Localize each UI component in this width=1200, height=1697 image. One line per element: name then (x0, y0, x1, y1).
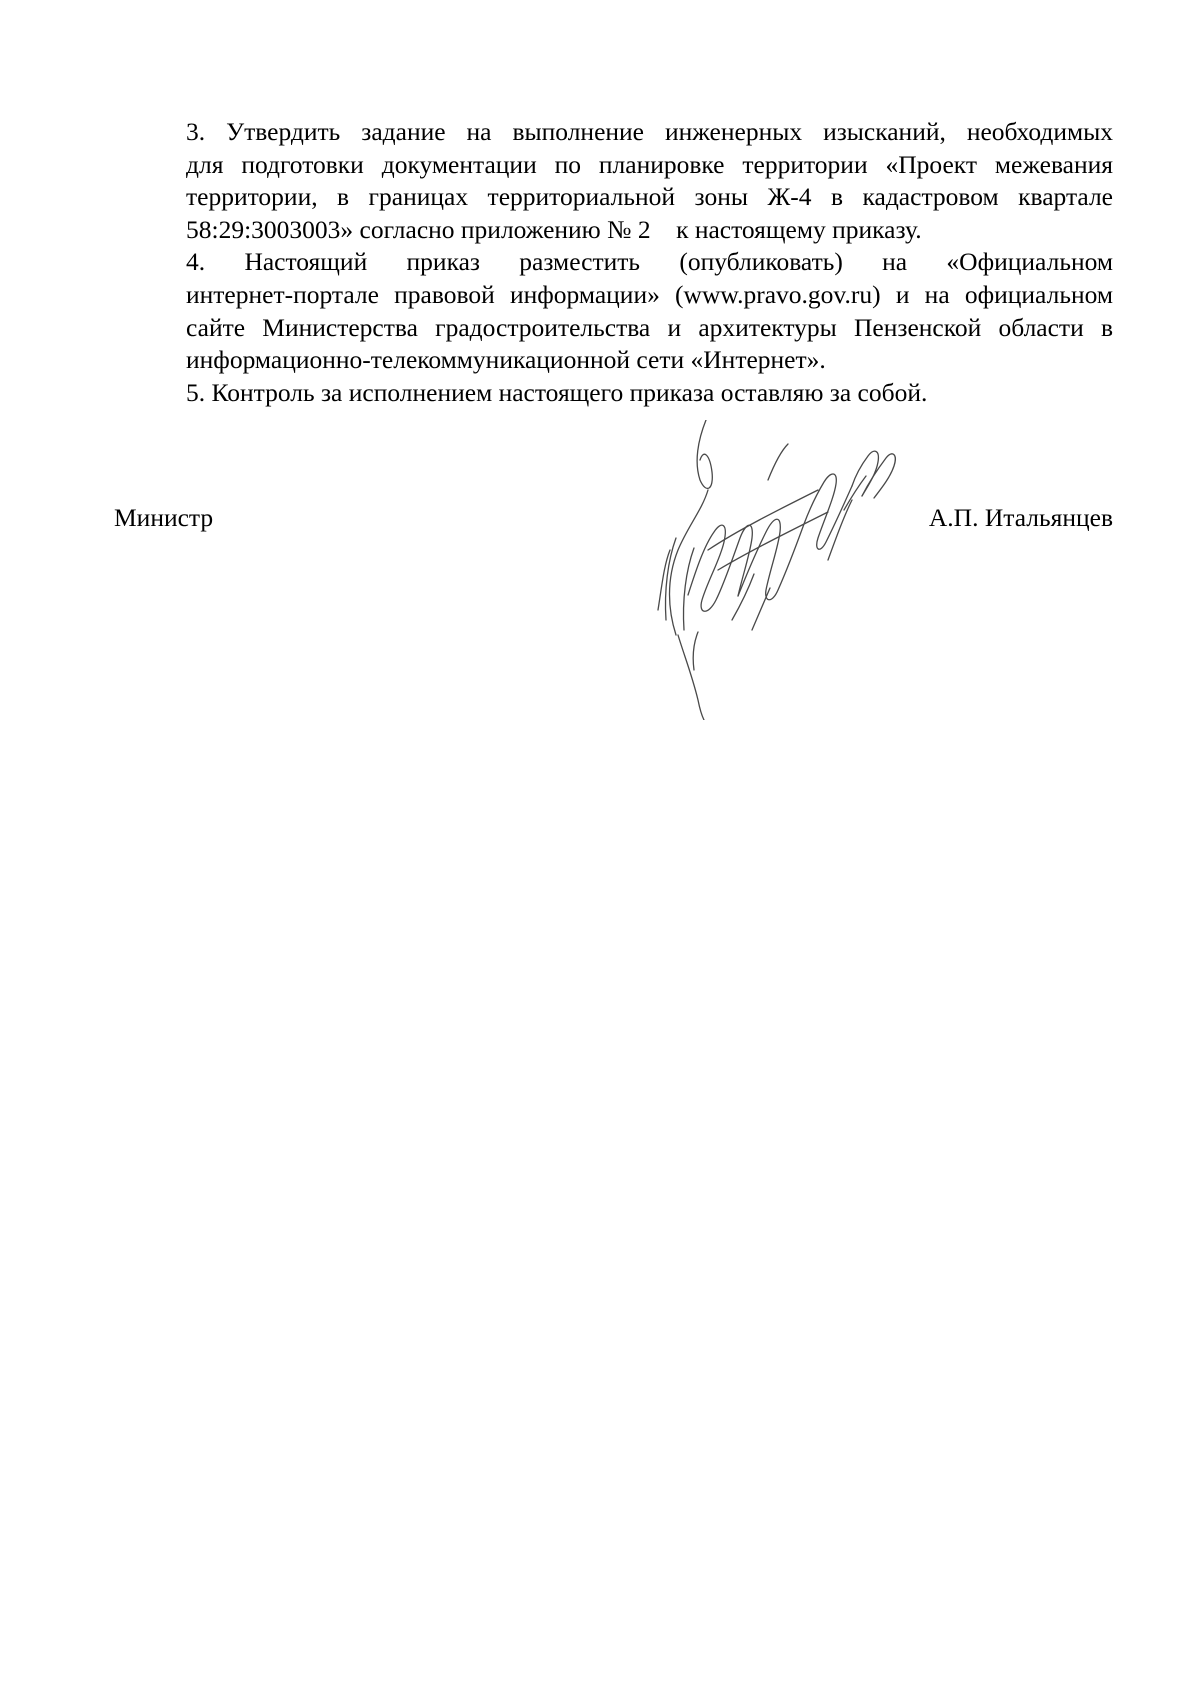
paragraph-5 (114, 377, 1113, 410)
paragraph-3-line-2: для подготовки документации по планировке территории «Проект межевания (186, 149, 1113, 179)
signatory-name: А.П. Итальянцев (928, 503, 1113, 532)
paragraph-4-line-3: сайте Министерства градостроительства и архитектуры Пензенской области в (186, 312, 1113, 342)
signature-block (114, 502, 1113, 542)
paragraph-3-line-3: территории, в границах территориальной зоны Ж-4 в кадастровом квартале (186, 182, 1113, 212)
document-body (114, 116, 1113, 409)
paragraph-3 (114, 116, 1113, 246)
paragraph-4 (114, 246, 1113, 376)
paragraph-5-line-1: 5. Контроль за исполнением настоящего приказа оставляю за собой. (186, 377, 928, 407)
signatory-position: Министр (114, 503, 214, 532)
paragraph-3-line-1: 3. Утвердить задание на выполнение инженерных изысканий, необходимых (186, 117, 1113, 146)
paragraph-3-line-4: 58:29:3003003» согласно приложению № 2 к настоящему приказу. (186, 214, 922, 244)
paragraph-4-line-1: 4. Настоящий приказ разместить (опубликовать) на «Официальном (186, 247, 1113, 277)
handwritten-signature-image (648, 420, 908, 720)
paragraph-4-line-4: информационно-телекоммуникационной сети «Интернет». (186, 345, 826, 375)
paragraph-4-line-2: интернет-портале правовой информации» (www.pravo.gov.ru) и на официальном (186, 279, 1113, 309)
